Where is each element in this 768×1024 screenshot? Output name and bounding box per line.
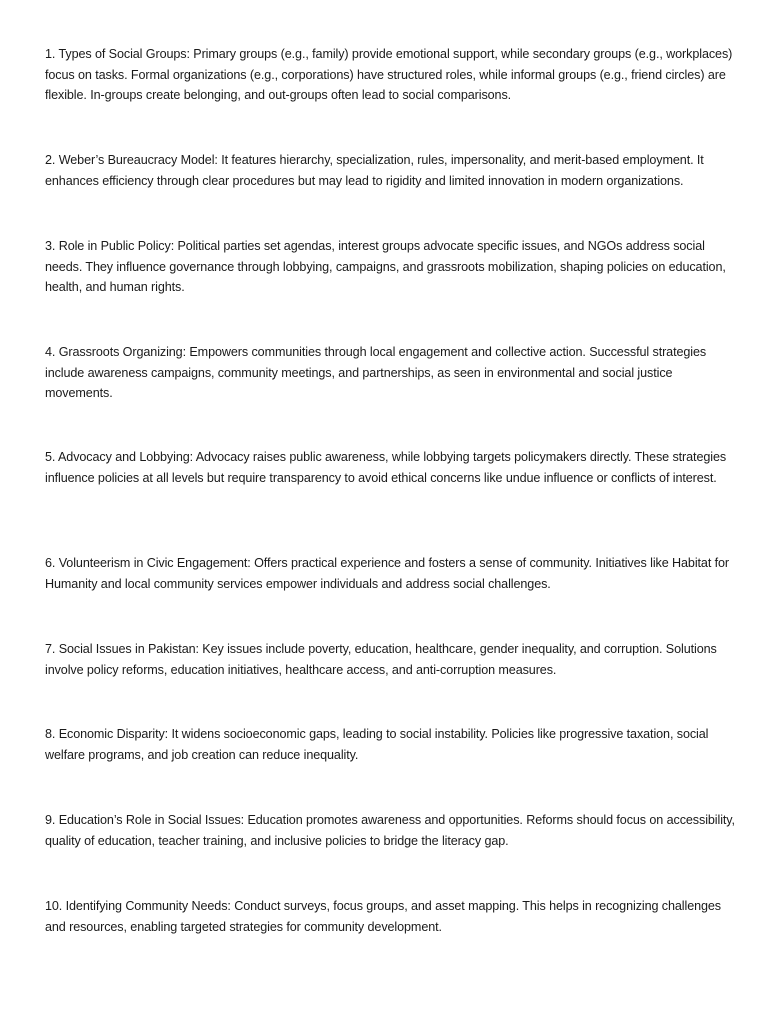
list-item: 6. Volunteerism in Civic Engagement: Offers practical experience and fosters a sense of community. Initiatives like Habitat for Humanity and local community services empower individuals and address social challenges.	[45, 556, 730, 591]
list-item: 5. Advocacy and Lobbying: Advocacy raises public awareness, while lobbying targets policymakers directly. These strategies influence policies at all levels but require transparency to avoid ethical concerns like undue influence or conflicts of interest.	[45, 450, 727, 485]
list-item: 10. Identifying Community Needs: Conduct surveys, focus groups, and asset mapping. This helps in recognizing challenges and resources, enabling targeted strategies for community development.	[45, 899, 722, 934]
list-item: 9. Education’s Role in Social Issues: Education promotes awareness and opportunities. Reforms should focus on accessibility, quality of education, teacher training, and inclusive policies to bridge the literacy gap.	[45, 813, 735, 848]
list-item: 1. Types of Social Groups: Primary groups (e.g., family) provide emotional support, while secondary groups (e.g., workplaces) focus on tasks. Formal organizations (e.g., corporations) have structured roles, while informal groups (e.g., friend circles) are flexible. In-groups create belonging, and out-groups often lead to social comparisons.	[45, 47, 733, 102]
list-item: 2. Weber’s Bureaucracy Model: It features hierarchy, specialization, rules, impersonality, and merit-based employment. It enhances efficiency through clear procedures but may lead to rigidity and limited innovation in modern organizations.	[45, 153, 704, 188]
list-item: 3. Role in Public Policy: Political parties set agendas, interest groups advocate specific issues, and NGOs address social needs. They influence governance through lobbying, campaigns, and grassroots mobilization, shaping policies on education, health, and human rights.	[45, 239, 726, 294]
list-item: 7. Social Issues in Pakistan: Key issues include poverty, education, healthcare, gender inequality, and corruption. Solutions involve policy reforms, education initiatives, healthcare access, and anti-corruption measures.	[45, 642, 717, 677]
list-item: 4. Grassroots Organizing: Empowers communities through local engagement and collective action. Successful strategies include awareness campaigns, community meetings, and partnerships, as seen in environmental and social justice movements.	[45, 345, 707, 400]
list-item: 8. Economic Disparity: It widens socioeconomic gaps, leading to social instability. Policies like progressive taxation, social welfare programs, and job creation can reduce inequality.	[45, 727, 709, 762]
